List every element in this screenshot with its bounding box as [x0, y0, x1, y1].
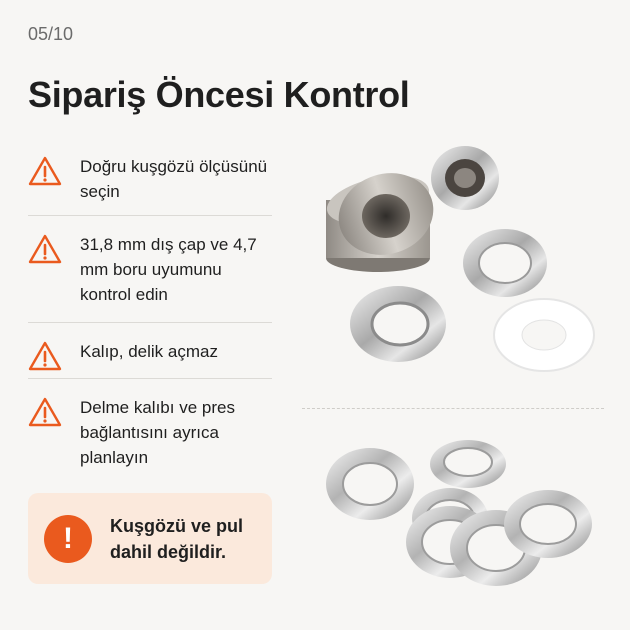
checklist-item-text: Kalıp, delik açmaz	[80, 342, 218, 361]
product-photo-die-and-grommet	[300, 130, 610, 390]
warning-triangle-icon	[28, 154, 66, 191]
checklist-item	[28, 216, 272, 323]
exclamation-circle-icon: !	[44, 515, 92, 563]
checklist-item-text: 31,8 mm dış çap ve 4,7 mm boru uyumunu kontrol edin	[80, 235, 257, 304]
checklist-item	[28, 379, 272, 479]
checklist-item-text: Doğru kuşgözü ölçüsünü seçin	[80, 157, 268, 201]
product-photo-grommet-set	[300, 420, 610, 600]
checklist-item-text: Delme kalıbı ve pres bağlantısını ayrıca planlayın	[80, 398, 235, 467]
notice-text: Kuşgözü ve pul dahil değildir.	[110, 515, 244, 562]
warning-triangle-icon	[28, 339, 66, 376]
section-divider	[302, 408, 604, 409]
page-title: Sipariş Öncesi Kontrol	[28, 74, 410, 115]
warning-triangle-icon	[28, 232, 66, 269]
page-number: 05/10	[28, 24, 74, 44]
notice-box	[28, 493, 272, 584]
checklist-item	[28, 323, 272, 379]
checklist	[28, 148, 272, 479]
warning-triangle-icon	[28, 395, 66, 432]
checklist-item	[28, 148, 272, 216]
